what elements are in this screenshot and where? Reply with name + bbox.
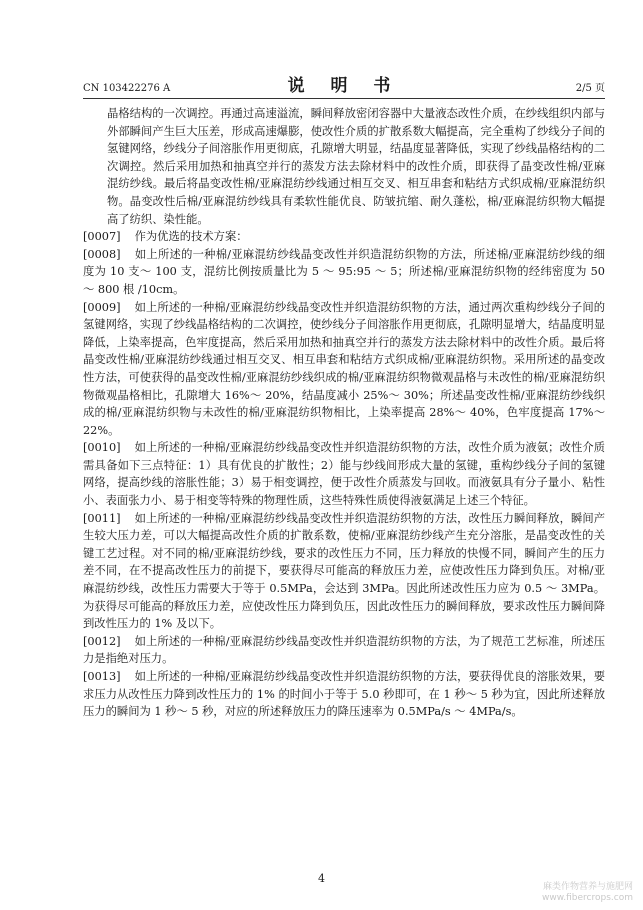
paragraph-number: [0010] [83,441,121,455]
patent-number: CN 103422276 A [83,83,171,94]
paragraph-text: 晶格结构的一次调控。再通过高速溢流，瞬间释放密闭容器中大量液态改性介质，在纱线组织内部与外部瞬间产生巨大压差，形成高速爆膨，使改性介质的扩散系数大幅提高，完全重构了纱线分子间的氢键网络，纱线分子间溶胀作用更彻底，孔隙增大明显，结晶度显著降低，实现了纱线晶格结构的二次调控。然后采用加热和抽真空并行的蒸发方法去除材料中的改性介质，即获得了晶变改性棉/亚麻混纺纱线。最后将晶变改性棉/亚麻混纺纱线通过相互交叉、相互串套和粘结方式织成棉/亚麻混纺织物。晶变改性后棉/亚麻混纺纱线具有柔软性能优良、防皱抗缩、耐久蓬松，棉/亚麻混纺织物大幅提高了纺织、染性能。 [107,107,605,226]
paragraph [83,439,605,509]
paragraph-text: 如上所述的一种棉/亚麻混纺纱线晶变改性并织造混纺织物的方法，要获得优良的溶胀效果，要求压力从改性压力降到改性压力的 1% 的时间小于等于 5.0 秒即可，在 1 秒～ 5 秒为宜，因此所述释放压力的瞬间为 1 秒～ 5 秒，对应的所述释放压力的降压速率为 0.5MPa/s ～ 4MPa/s。 [83,670,605,719]
page-title: 说 明 书 [287,76,401,96]
paragraph-text: 如上所述的一种棉/亚麻混纺纱线晶变改性并织造混纺织物的方法，为了规范工艺标准，所述压力是指绝对压力。 [83,634,605,666]
paragraph [107,105,605,228]
page-count: 2/5 页 [575,83,605,94]
watermark-line: 麻类作物营养与施肥网 [542,882,633,892]
paragraph [83,246,605,299]
paragraph-number: [0009] [83,300,121,314]
paragraph [83,228,605,246]
paragraph-text: 如上所述的一种棉/亚麻混纺纱线晶变改性并织造混纺织物的方法，所述棉/亚麻混纺纱线的细度为 10 支～ 100 支，混纺比例按质量比为 5 ～ 95:95 ～ 5；所述棉/亚麻混纺织物的经纬密度为 50 ～ 800 根 /10cm。 [83,247,605,296]
paragraph [83,510,605,633]
paragraph-number: [0008] [83,247,121,261]
watermark-line: www.fibercrops.com [542,893,633,903]
paragraph-number: [0011] [83,511,121,525]
paragraph [83,299,605,440]
paragraph-text: 如上所述的一种棉/亚麻混纺纱线晶变改性并织造混纺织物的方法，改性压力瞬间释放，瞬间产生较大压力差，可以大幅提高改性介质的扩散系数，使棉/亚麻混纺纱线产生充分溶胀，是晶变改性的关键工艺过程。对不同的棉/亚麻混纺纱线，要求的改性压力不同，压力释放的快慢不同，瞬间产生的压力差不同，在不提高改性压力的前提下，要获得尽可能高的释放压力差，应使改性压力降到负压。对棉/亚麻混纺纱线，改性压力需要大于等于 0.5MPa，会达到 3MPa。因此所述改性压力应为 0.5 ～ 3MPa。为获得尽可能高的释放压力差，应使改性压力降到负压，因此改性压力的瞬间释放，要求改性压力瞬间降到改性压力的 1% 及以下。 [83,511,605,631]
paragraph-number: [0007] [83,230,121,244]
paragraph-number: [0013] [83,670,121,683]
paragraph [83,668,605,721]
watermark [542,882,633,904]
page-number: 4 [318,872,325,885]
paragraph-text: 如上所述的一种棉/亚麻混纺纱线晶变改性并织造混纺织物的方法，改性介质为液氨；改性介质需具备如下三点特征：1）具有优良的扩散性；2）能与纱线间形成大量的氢键，重构纱线分子间的氢键网络，提高纱线的溶胀性能；3）易于相变调控，便于改性介质蒸发与回收。而液氨具有分子量小、粘性小、表面张力小、易于相变等特殊的物理性质，这些特殊性质使得液氨满足上述三个特征。 [83,441,605,508]
paragraph [83,633,605,668]
document-body [83,105,605,860]
paragraph-number: [0012] [83,634,121,648]
paragraph-text: 如上所述的一种棉/亚麻混纺纱线晶变改性并织造混纺织物的方法，通过两次重构纱线分子间的氢键网络，实现了纱线晶格结构的二次调控，使纱线分子间溶胀作用更彻底，孔隙明显增大，结晶度明显降低，上染率提高，色牢度提高，然后采用加热和抽真空并行的蒸发方法去除材料中的改性介质。最后将晶变改性棉/亚麻混纺纱线通过相互交叉、相互串套和粘结方式织成棉/亚麻混纺织物。采用所述的晶变改性方法，可使获得的晶变改性棉/亚麻混纺纱线织成的棉/亚麻混纺织物微观晶格与未改性的棉/亚麻混纺织物微观晶格相比，孔隙增大 16%～ 20%，结晶度减小 25%～ 30%；所述晶变改性棉/亚麻混纺纱线织成的棉/亚麻混纺织物与未改性的棉/亚麻混纺织物相比，上染率提高 28%～ 40%，色牢度提高 17%～ 22%。 [83,300,605,437]
page-header [83,72,605,99]
paragraph-text: 作为优选的技术方案： [134,230,248,244]
